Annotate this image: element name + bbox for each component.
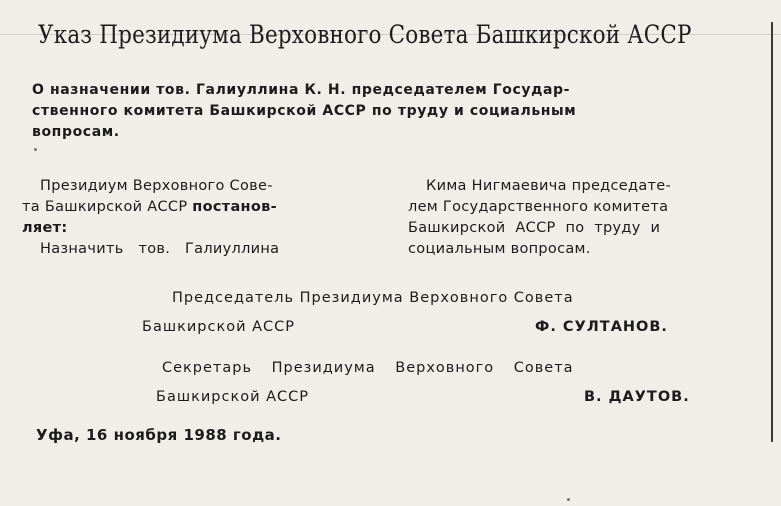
- place-date: Уфа, 16 ноября 1988 года.: [36, 426, 282, 444]
- body-line: Назначить тов. Галиуллина: [40, 241, 280, 257]
- print-speck: [34, 148, 37, 151]
- chairman-title: Председатель Президиума Верховного Совета: [172, 290, 574, 306]
- body-line: Кима Нигмаевича председате-: [426, 178, 672, 194]
- body-left-column: [22, 176, 382, 260]
- chairman-org: Башкирской АССР: [142, 319, 296, 335]
- print-speck: [567, 498, 570, 501]
- body-right-column: [408, 176, 768, 260]
- body-line: ляет:: [22, 220, 68, 236]
- subject-line: О назначении тов. Галиуллина К. Н. председателем Государ-: [32, 82, 571, 98]
- decree-subject: [32, 80, 752, 143]
- body-line: Президиум Верховного Сове-: [40, 178, 273, 194]
- secretary-org: Башкирской АССР: [156, 389, 310, 405]
- secretary-title: Секретарь Президиума Верховного Совета: [162, 360, 574, 376]
- body-line: лем Государственного комитета: [408, 199, 669, 215]
- body-line: [22, 197, 382, 218]
- secretary-name: В. ДАУТОВ.: [584, 389, 690, 405]
- chairman-name: Ф. СУЛТАНОВ.: [535, 319, 668, 335]
- body-line: Башкирской АССР по труду и: [408, 220, 661, 236]
- body-text-bold: постанов-: [192, 199, 277, 215]
- decree-title: Указ Президиума Верховного Совета Башкирской АССР: [38, 20, 692, 49]
- subject-line: вопросам.: [32, 124, 120, 140]
- subject-line: ственного комитета Башкирской АССР по труду и социальным: [32, 103, 577, 119]
- column-rule: [771, 22, 773, 442]
- body-text: та Башкирской АССР: [22, 199, 193, 215]
- body-line: социальным вопросам.: [408, 241, 591, 257]
